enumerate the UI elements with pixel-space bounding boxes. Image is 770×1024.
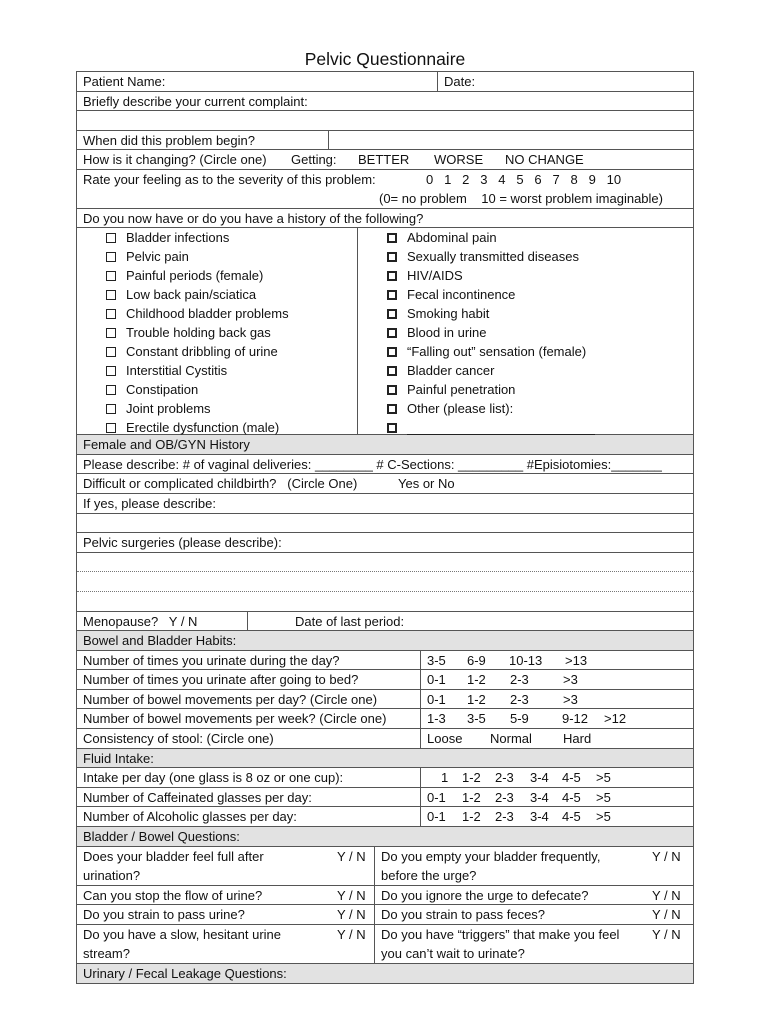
column-divider [374, 925, 375, 963]
bowel-bladder-row [77, 729, 693, 749]
question-text: Do you ignore the urge to defecate? [381, 887, 589, 903]
column-divider [420, 690, 421, 709]
yes-no-option[interactable]: Y / N [337, 926, 366, 942]
answer-option[interactable]: 3-4 [530, 789, 549, 805]
column-divider [420, 651, 421, 670]
yes-no-option[interactable]: Y / N [337, 848, 366, 864]
fluid-row [77, 788, 693, 808]
condition-item[interactable]: Smoking habit [387, 304, 595, 323]
answer-option[interactable]: 1-2 [462, 770, 481, 786]
answer-option[interactable]: 3-4 [530, 770, 549, 786]
condition-item[interactable]: Painful periods (female) [106, 266, 289, 285]
column-divider [420, 788, 421, 807]
yes-no-option[interactable]: Y / N [337, 887, 366, 903]
condition-item[interactable]: Constipation [106, 380, 289, 399]
fluid-question: Number of Caffeinated glasses per day: [83, 789, 312, 805]
severity-label: Rate your feeling as to the severity of this problem: [83, 171, 376, 187]
answer-option[interactable]: >12 [604, 711, 627, 727]
question-text: you can’t wait to urinate? [381, 945, 525, 961]
answer-option[interactable]: 3-5 [467, 711, 486, 727]
checkbox[interactable] [106, 328, 116, 338]
conditions-left-column [106, 228, 289, 437]
surgeries-row [77, 533, 693, 553]
severity-scale[interactable]: 0 1 2 3 4 5 6 7 8 9 10 [426, 171, 622, 187]
option-better[interactable]: BETTER [358, 152, 410, 168]
answer-option[interactable]: 3-4 [530, 809, 549, 825]
complaint-label: Briefly describe your current complaint: [83, 93, 308, 109]
answer-option[interactable]: >3 [563, 691, 578, 707]
answer-option[interactable]: 0-1 [427, 809, 446, 825]
question-text: Do you strain to pass urine? [83, 907, 245, 923]
changing-label: How is it changing? (Circle one) [83, 152, 267, 168]
checkbox[interactable] [387, 233, 397, 243]
condition-item[interactable]: HIV/AIDS [387, 266, 595, 285]
leakage-header: Urinary / Fecal Leakage Questions: [77, 964, 693, 984]
patient-name-field[interactable]: Patient Name: [83, 74, 166, 89]
answer-option[interactable]: Loose [427, 731, 463, 747]
deliveries-field[interactable]: Please describe: # of vaginal deliveries: ________ # C-Sections: _________ #Episiotomies:_______ [83, 456, 662, 472]
checkbox[interactable] [387, 328, 397, 338]
answer-option[interactable]: 4-5 [562, 789, 581, 805]
condition-item[interactable]: Pelvic pain [106, 247, 289, 266]
checkbox[interactable] [387, 290, 397, 300]
answer-option[interactable]: 0-1 [427, 672, 446, 688]
habit-question: Number of bowel movements per week? (Circle one) [83, 711, 387, 727]
answer-option[interactable]: 1-2 [462, 809, 481, 825]
answer-option[interactable]: 2-3 [510, 672, 529, 688]
question-text: Do you empty your bladder frequently, [381, 848, 601, 864]
checkbox[interactable] [106, 290, 116, 300]
yes-no-option[interactable]: Y / N [652, 887, 681, 903]
answer-option[interactable]: 0-1 [427, 691, 446, 707]
answer-option[interactable]: 3-5 [427, 652, 446, 668]
column-divider [374, 886, 375, 905]
yes-no-question-row [77, 886, 693, 906]
question-text: Do you have “triggers” that make you feel [381, 926, 620, 942]
question-left [83, 886, 262, 905]
habit-question: Number of times you urinate during the day? [83, 652, 340, 668]
answer-option[interactable]: 2-3 [495, 789, 514, 805]
conditions-checklist [77, 228, 693, 435]
question-text: before the urge? [381, 867, 477, 883]
condition-item[interactable]: Joint problems [106, 399, 289, 418]
checkbox[interactable] [387, 271, 397, 281]
fluid-question: Intake per day (one glass is 8 oz or one cup): [83, 770, 344, 786]
answer-option[interactable]: >5 [596, 809, 611, 825]
answer-option[interactable]: 6-9 [467, 652, 486, 668]
answer-option[interactable]: >5 [596, 789, 611, 805]
if-yes-label: If yes, please describe: [83, 495, 216, 511]
if-yes-answer-line[interactable] [77, 514, 693, 534]
bladder-bowel-questions-header: Bladder / Bowel Questions: [77, 827, 693, 847]
answer-option[interactable]: 5-9 [510, 711, 529, 727]
last-period-field[interactable]: Date of last period: [295, 613, 405, 629]
history-label: Do you now have or do you have a history of the following? [83, 210, 424, 226]
bowel-bladder-row [77, 651, 693, 671]
complaint-answer-line[interactable] [77, 111, 693, 131]
date-field[interactable]: Date: [444, 74, 476, 89]
checkbox[interactable] [387, 385, 397, 395]
checkbox[interactable] [387, 347, 397, 357]
answer-option[interactable]: 1-3 [427, 711, 446, 727]
question-right [381, 925, 619, 963]
answer-option[interactable]: 2-3 [510, 691, 529, 707]
checkbox[interactable] [387, 366, 397, 376]
column-divider [374, 905, 375, 924]
question-left [83, 905, 245, 924]
question-text: Do you have a slow, hesitant urine [83, 926, 282, 942]
answer-option[interactable]: Hard [563, 731, 592, 747]
question-text: Does your bladder feel full after [83, 848, 264, 864]
column-divider [420, 768, 421, 787]
condition-item[interactable]: Childhood bladder problems [106, 304, 289, 323]
condition-item[interactable]: Blood in urine [387, 323, 595, 342]
yes-no-question-row [77, 925, 693, 964]
fluid-row [77, 768, 693, 788]
yes-no-option[interactable]: Y / N [652, 848, 681, 864]
question-text: Can you stop the flow of urine? [83, 887, 263, 903]
question-right [381, 905, 545, 924]
getting-label: Getting: [291, 152, 337, 168]
fluid-header: Fluid Intake: [77, 749, 693, 769]
menopause-field[interactable]: Menopause? Y / N [83, 613, 198, 629]
answer-option[interactable]: 0-1 [427, 789, 446, 805]
page-title: Pelvic Questionnaire [304, 49, 466, 69]
option-worse[interactable]: WORSE [434, 152, 484, 168]
question-text: stream? [83, 945, 130, 961]
checkbox[interactable] [106, 423, 116, 433]
answer-option[interactable]: 1-2 [467, 691, 486, 707]
yes-no-option[interactable]: Y / N [652, 907, 681, 923]
checkbox[interactable] [106, 404, 116, 414]
yes-no-question-row [77, 905, 693, 925]
surgeries-answer-line[interactable] [77, 553, 693, 573]
deliveries-row [77, 455, 693, 475]
answer-option[interactable]: 9-12 [562, 711, 589, 727]
yes-no-option[interactable]: Y / N [652, 926, 681, 942]
checkbox[interactable] [387, 404, 397, 414]
answer-option[interactable]: 2-3 [495, 809, 514, 825]
answer-option[interactable]: 4-5 [562, 770, 581, 786]
surgeries-label: Pelvic surgeries (please describe): [83, 535, 282, 551]
answer-option[interactable]: 4-5 [562, 809, 581, 825]
condition-item[interactable]: Interstitial Cystitis [106, 361, 289, 380]
column-divider [374, 847, 375, 885]
answer-option[interactable]: 1-2 [462, 789, 481, 805]
begin-row [77, 131, 693, 151]
condition-item[interactable]: Other (please list): [387, 399, 595, 418]
question-text: Do you strain to pass feces? [381, 907, 546, 923]
condition-item[interactable]: “Falling out” sensation (female) [387, 342, 595, 361]
checkbox[interactable] [106, 347, 116, 357]
answer-option[interactable]: 1-2 [467, 672, 486, 688]
condition-item[interactable]: Bladder cancer [387, 361, 595, 380]
condition-item[interactable]: Erectile dysfunction (male) [106, 418, 289, 437]
checkbox[interactable] [106, 252, 116, 262]
bowel-bladder-row [77, 690, 693, 710]
conditions-right-column [387, 228, 595, 437]
condition-item[interactable]: Trouble holding back gas [106, 323, 289, 342]
condition-item[interactable]: Sexually transmitted diseases [387, 247, 595, 266]
question-right [381, 847, 600, 885]
childbirth-options[interactable]: Yes or No [398, 476, 455, 492]
patient-row [77, 72, 693, 92]
yes-no-question-row [77, 847, 693, 886]
surgeries-answer-line[interactable] [77, 592, 693, 612]
answer-option[interactable]: 10-13 [509, 652, 543, 668]
yes-no-option[interactable]: Y / N [337, 907, 366, 923]
bowel-bladder-header: Bowel and Bladder Habits: [77, 631, 693, 651]
answer-option[interactable]: >3 [563, 672, 578, 688]
checkbox[interactable] [106, 233, 116, 243]
answer-option[interactable]: 2-3 [495, 770, 514, 786]
bladder-bowel-question-rows [77, 847, 693, 964]
begin-field[interactable]: When did this problem begin? [83, 132, 255, 148]
condition-item[interactable]: Constant dribbling of urine [106, 342, 289, 361]
answer-option[interactable]: Normal [490, 731, 532, 747]
questionnaire-form [76, 71, 694, 984]
obgyn-header: Female and OB/GYN History [77, 435, 693, 455]
complaint-row [77, 92, 693, 112]
checkbox[interactable] [106, 309, 116, 319]
severity-legend: (0= no problem 10 = worst problem imaginable) [379, 190, 663, 206]
bowel-bladder-row [77, 670, 693, 690]
menopause-row [77, 612, 693, 632]
fluid-rows [77, 768, 693, 827]
column-divider [420, 807, 421, 826]
question-text: urination? [83, 867, 141, 883]
column-divider [420, 670, 421, 689]
checkbox[interactable] [106, 385, 116, 395]
condition-item[interactable]: Low back pain/sciatica [106, 285, 289, 304]
condition-item[interactable]: Fecal incontinence [387, 285, 595, 304]
childbirth-row [77, 474, 693, 494]
question-left [83, 847, 264, 885]
checkbox[interactable] [387, 423, 397, 433]
answer-option[interactable]: >5 [596, 770, 611, 786]
answer-option[interactable]: >13 [565, 652, 588, 668]
bowel-bladder-rows [77, 651, 693, 749]
other-blank-line[interactable] [407, 421, 595, 435]
habit-question: Number of times you urinate after going to bed? [83, 672, 359, 688]
checkbox[interactable] [387, 309, 397, 319]
fluid-row [77, 807, 693, 827]
question-left [83, 925, 281, 963]
checkbox[interactable] [106, 366, 116, 376]
severity-row [77, 170, 693, 209]
changing-row [77, 150, 693, 170]
checkbox[interactable] [387, 252, 397, 262]
option-no-change[interactable]: NO CHANGE [505, 152, 584, 168]
habit-question: Consistency of stool: (Circle one) [83, 731, 274, 747]
habit-question: Number of bowel movements per day? (Circle one) [83, 691, 378, 707]
answer-option[interactable]: 1 [441, 770, 449, 786]
condition-item[interactable]: Bladder infections [106, 228, 289, 247]
history-row [77, 209, 693, 229]
condition-item[interactable]: Painful penetration [387, 380, 595, 399]
column-divider [420, 709, 421, 728]
childbirth-label: Difficult or complicated childbirth? (Circle One) [83, 476, 358, 492]
if-yes-row [77, 494, 693, 514]
column-divider [420, 729, 421, 748]
question-right [381, 886, 588, 905]
fluid-question: Number of Alcoholic glasses per day: [83, 809, 297, 825]
condition-item[interactable]: Abdominal pain [387, 228, 595, 247]
checkbox[interactable] [106, 271, 116, 281]
bowel-bladder-row [77, 709, 693, 729]
surgeries-answer-line[interactable] [77, 572, 693, 592]
